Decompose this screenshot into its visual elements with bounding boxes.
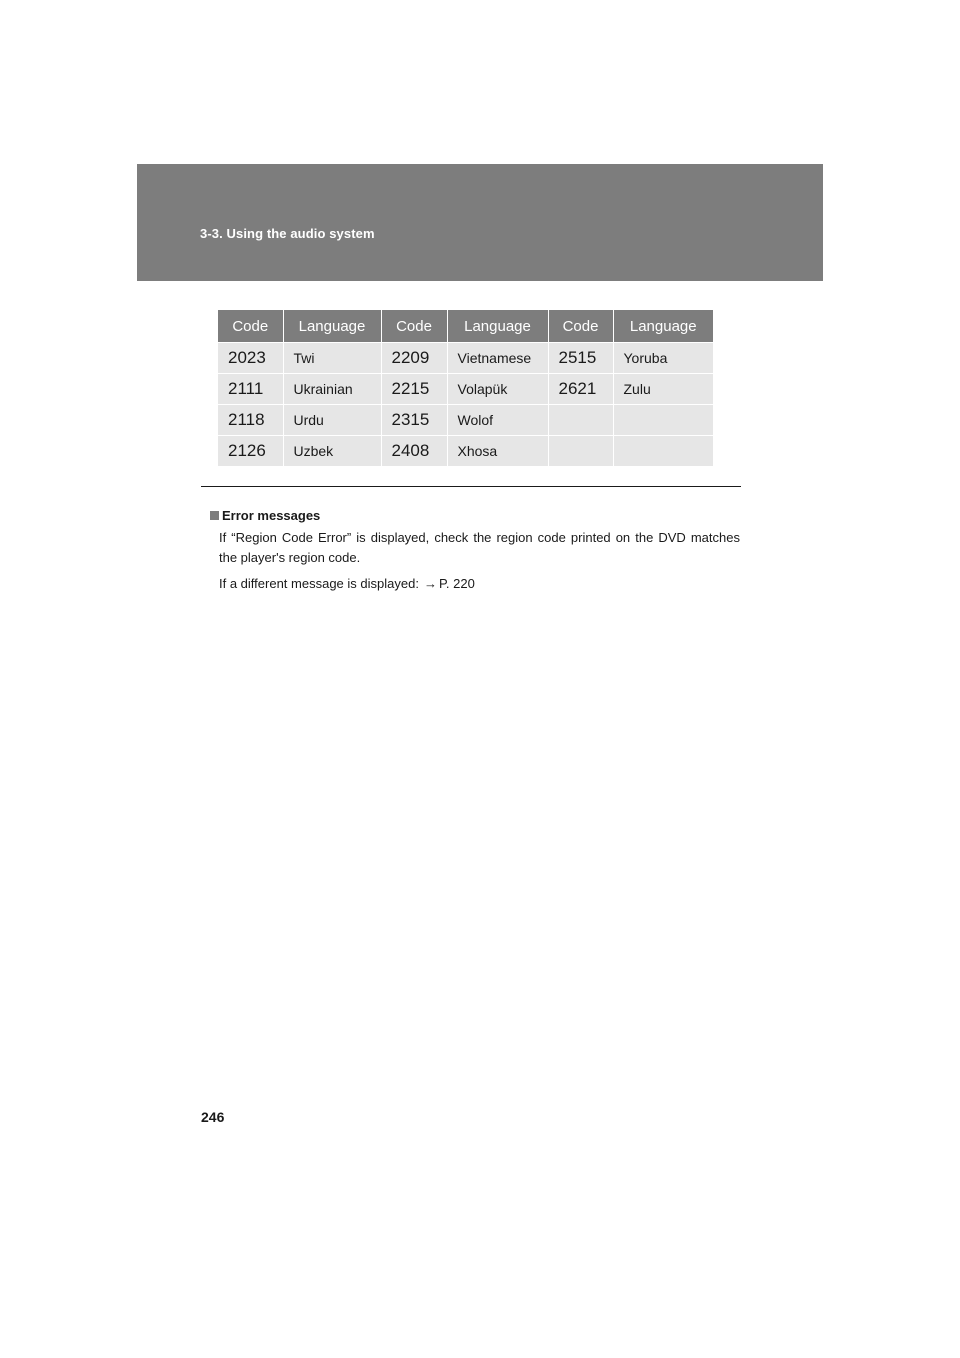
column-header-code: Code (548, 310, 613, 343)
table-row (218, 343, 713, 374)
language-cell (613, 405, 713, 436)
column-header-language: Language (447, 310, 548, 343)
page-number: 246 (201, 1109, 225, 1125)
note-reference (219, 574, 740, 594)
code-cell: 2621 (548, 374, 613, 405)
table-header-row (218, 310, 713, 343)
language-cell: Xhosa (447, 436, 548, 467)
column-header-code: Code (381, 310, 447, 343)
code-cell: 2209 (381, 343, 447, 374)
square-bullet-icon (210, 511, 219, 520)
language-code-table (218, 310, 713, 466)
language-cell: Twi (283, 343, 381, 374)
note-paragraph: If “Region Code Error” is displayed, check the region code printed on the DVD matches the player's region code. (219, 530, 740, 565)
note-heading (210, 508, 740, 523)
code-cell: 2215 (381, 374, 447, 405)
language-cell: Urdu (283, 405, 381, 436)
note-body (210, 528, 740, 594)
language-cell: Yoruba (613, 343, 713, 374)
section-title: 3-3. Using the audio system (200, 226, 375, 241)
language-cell: Vietnamese (447, 343, 548, 374)
table-row (218, 405, 713, 436)
table-row (218, 436, 713, 467)
code-cell: 2408 (381, 436, 447, 467)
code-cell: 2118 (218, 405, 283, 436)
error-messages-note (210, 508, 740, 600)
language-cell (613, 436, 713, 467)
reference-text: If a different message is displayed: (219, 576, 419, 591)
code-cell: 2126 (218, 436, 283, 467)
arrow-right-icon: → (423, 576, 437, 591)
language-cell: Ukrainian (283, 374, 381, 405)
code-cell: 2315 (381, 405, 447, 436)
language-cell: Zulu (613, 374, 713, 405)
code-cell (548, 405, 613, 436)
column-header-code: Code (218, 310, 283, 343)
code-cell: 2023 (218, 343, 283, 374)
code-cell (548, 436, 613, 467)
section-divider (201, 486, 741, 487)
language-cell: Uzbek (283, 436, 381, 467)
code-cell: 2515 (548, 343, 613, 374)
language-cell: Volapük (447, 374, 548, 405)
language-cell: Wolof (447, 405, 548, 436)
column-header-language: Language (613, 310, 713, 343)
table-row (218, 374, 713, 405)
column-header-language: Language (283, 310, 381, 343)
code-cell: 2111 (218, 374, 283, 405)
page-reference: P. 220 (438, 576, 475, 591)
header-band (137, 164, 823, 281)
note-heading-text: Error messages (222, 508, 321, 523)
